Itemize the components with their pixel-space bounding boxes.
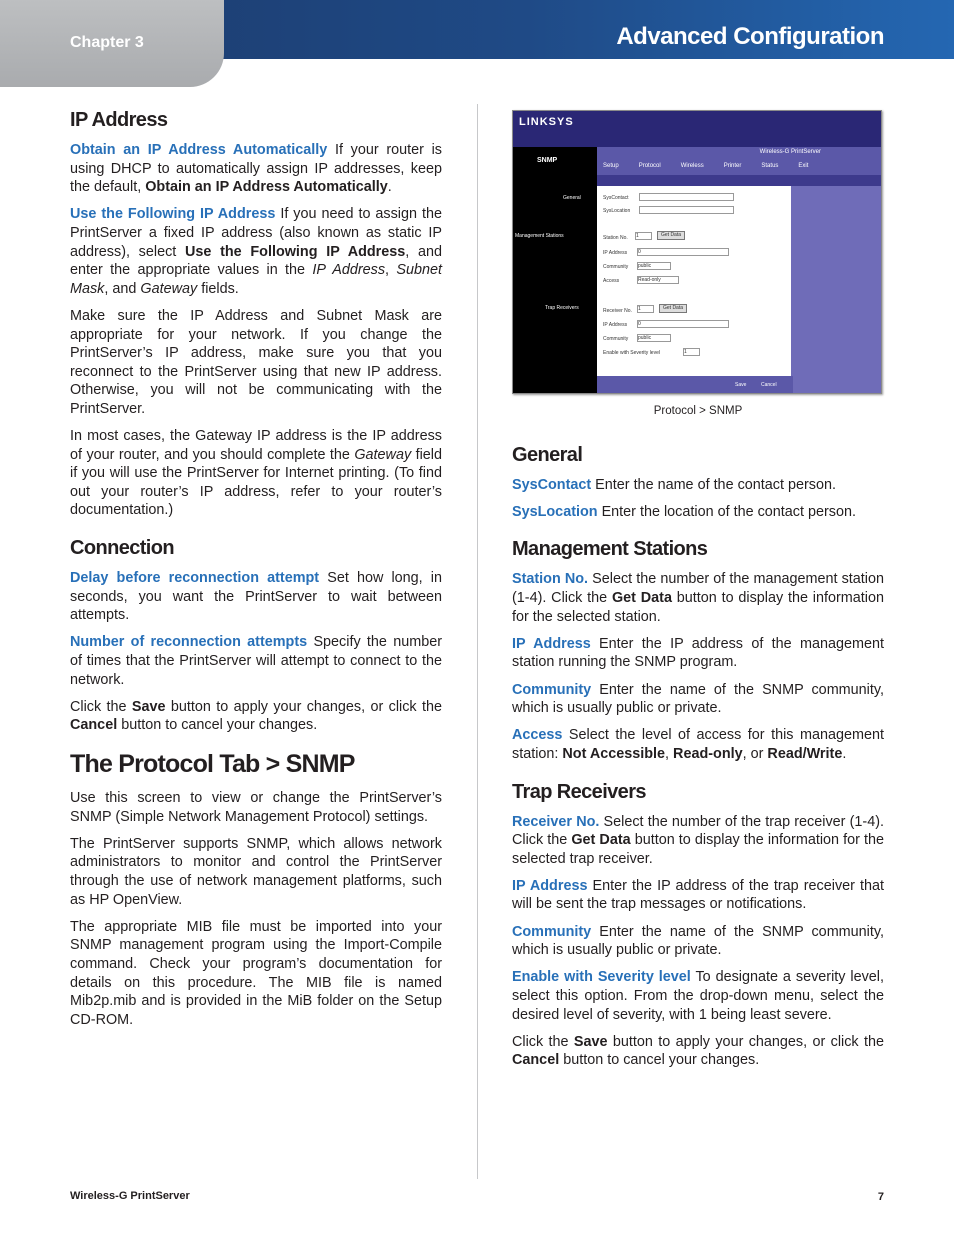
screenshot-cancel: Cancel	[761, 382, 777, 388]
tab-exit: Exit	[798, 163, 809, 169]
term-trap-ip: IP Address	[512, 877, 588, 894]
tab-status: Status	[761, 163, 779, 169]
ip-address-heading: IP Address	[70, 109, 168, 131]
paragraph: IP Address Enter the IP address of the management station running the SNMP program.	[512, 635, 884, 671]
term-delay: Delay before reconnection attempt	[70, 570, 320, 587]
term-trap-community: Community	[512, 923, 592, 940]
paragraph: Number of reconnection attempts Specify the number of times that the PrintServer will attempt to connect to the network.	[70, 634, 443, 688]
paragraph: Delay before reconnection attempt Set how long, in seconds, you want the PrintServer to wait between attempts.	[70, 570, 443, 624]
term-use-following-ip: Use the Following IP Address	[70, 206, 276, 223]
page-title: Advanced Configuration	[616, 23, 884, 50]
snmp-screenshot: LINKSYS SNMP Wireless-G PrintServer Setup Protocol Wireless Printer Status Exit General Management Stations Trap Receivers SysContact SysLocation Station No. 1 Get Data IP Address 0 Community public Access Read-only Receiver No. 1 Get Data IP Address 0 Community public Enable with Severity level 1 Save Cancel	[512, 110, 882, 394]
right-column	[512, 110, 884, 1079]
paragraph: SysLocation Enter the location of the contact person.	[512, 503, 856, 520]
chapter-label: Chapter 3	[70, 34, 144, 51]
side-label-general: General	[563, 195, 581, 201]
figure-caption: Protocol > SNMP	[653, 405, 743, 417]
column-divider	[477, 104, 478, 1179]
trap-heading: Trap Receivers	[512, 780, 646, 803]
mgmt-heading: Management Stations	[512, 538, 708, 561]
protocol-snmp-heading: The Protocol Tab > SNMP	[70, 750, 355, 778]
screenshot-section-title: SNMP	[537, 157, 558, 164]
screenshot-product-name: Wireless-G PrintServer	[759, 149, 821, 155]
paragraph: In most cases, the Gateway IP address is the IP address of your router, and you should complete the Gateway field if you will use the PrintServer for Internet printing. (To find out your router’s IP address, refer to your router’s documentation.)	[70, 428, 442, 519]
paragraph: Click the Save button to apply your changes, or click the Cancel button to cancel your changes.	[512, 1033, 884, 1069]
paragraph: Receiver No. Select the number of the trap receiver (1-4). Click the Get Data button to display the information for the selected trap receiver.	[512, 813, 884, 867]
paragraph: The PrintServer supports SNMP, which allows network administrators to monitor and control the PrintServer through the use of network management platforms, such as HP OpenView.	[70, 835, 442, 908]
general-heading: General	[512, 443, 583, 466]
paragraph: Access Select the level of access for this management station: Not Accessible, Read-only, or Read/Write.	[512, 727, 884, 762]
paragraph: SysContact Enter the name of the contact person.	[512, 476, 836, 493]
side-label-trap: Trap Receivers	[545, 305, 579, 311]
tab-wireless: Wireless	[680, 163, 704, 169]
term-syscontact: SysContact	[512, 476, 592, 493]
tab-printer: Printer	[723, 163, 742, 169]
linksys-logo: LINKSYS	[519, 116, 574, 128]
paragraph: The appropriate MIB file must be imported into your SNMP management program using the Import-Compile command. Check your program’s documentation for details on this procedure. The MIB file is named Mib2p.mib and is provided in the MiB folder on the Setup CD-ROM.	[70, 918, 442, 1028]
paragraph: Use this screen to view or change the PrintServer’s SNMP (Simple Network Management Protocol) settings.	[70, 790, 442, 825]
screenshot-save: Save	[735, 382, 747, 388]
paragraph: Enable with Severity level To designate a severity level, select this option. From the drop-down menu, select the desired level of severity, with 1 being least severe.	[512, 969, 884, 1023]
term-community: Community	[512, 681, 592, 698]
tab-setup: Setup	[603, 163, 619, 169]
paragraph: Community Enter the name of the SNMP community, which is usually public or private.	[512, 681, 884, 717]
screenshot-tabs	[603, 163, 808, 170]
tab-protocol: Protocol	[638, 163, 661, 169]
side-label-mgmt: Management Stations	[515, 233, 564, 239]
term-syslocation: SysLocation	[512, 503, 598, 520]
paragraph: Station No. Select the number of the management station (1-4). Click the Get Data button to display the information for the selected station.	[512, 571, 884, 625]
term-ip-address: IP Address	[512, 635, 591, 652]
footer-product: Wireless-G PrintServer	[70, 1190, 190, 1202]
term-access: Access	[512, 727, 563, 744]
connection-heading: Connection	[70, 537, 174, 560]
paragraph: Click the Save button to apply your changes, or click the Cancel button to cancel your changes.	[70, 698, 442, 734]
paragraph: Community Enter the name of the SNMP community, which is usually public or private.	[512, 923, 884, 959]
paragraph: IP Address Enter the IP address of the trap receiver that will be sent the trap messages or notifications.	[512, 877, 885, 913]
paragraph: Use the Following IP Address If you need to assign the PrintServer a fixed IP address (also known as static IP address), select Use the Following IP Address, and enter the appropriate values in the IP Address, Subnet Mask, and Gateway fields.	[70, 206, 443, 297]
term-number-attempts: Number of reconnection attempts	[70, 634, 308, 651]
term-enable-severity: Enable with Severity level	[512, 969, 691, 986]
paragraph: Obtain an IP Address Automatically If your router is using DHCP to automatically assign IP addresses, keep the default, Obtain an IP Address Automatically.	[70, 142, 442, 196]
paragraph: Make sure the IP Address and Subnet Mask are appropriate for your network. If you change the PrintServer’s IP address, make sure you that you reconnect to the PrintServer using that new IP address. Otherwise, you will not be communicating with the PrintServer.	[70, 307, 442, 417]
term-station: Station No.	[512, 571, 589, 588]
left-column	[70, 108, 442, 1038]
term-obtain-ip: Obtain an IP Address Automatically	[70, 142, 328, 158]
term-receiver: Receiver No.	[512, 813, 600, 830]
page-number: 7	[877, 1191, 884, 1203]
